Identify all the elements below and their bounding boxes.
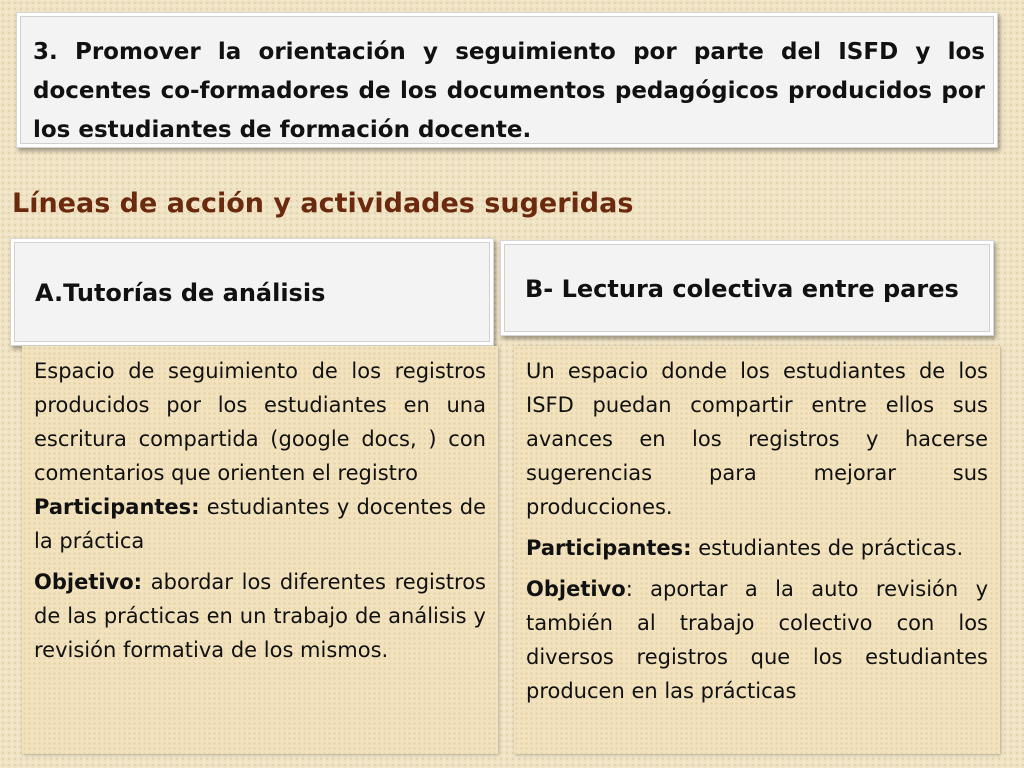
column-a-objective-label: Objetivo: — [34, 570, 143, 594]
column-a-header — [10, 238, 494, 346]
column-a-description: Espacio de seguimiento de los registros producidos por los estudiantes en una escritura compartida (google docs, ) con comentarios que orienten el registro — [34, 359, 486, 485]
column-b-description: Un espacio donde los estudiantes de los ISFD puedan compartir entre ellos sus avances en los registros y hacerse sugerencias para mejorar sus producciones. — [526, 359, 988, 519]
goal-box — [16, 12, 998, 148]
column-a-participants-text: estudiantes y docentes de la práctica — [34, 495, 486, 553]
goal-text: 3. Promover la orientación y seguimiento por parte del ISFD y los docentes co-formadores de los documentos pedagógicos producidos por los estudiantes de formación docente. — [33, 39, 985, 143]
column-b-body — [526, 354, 988, 715]
column-a-description-paragraph — [34, 354, 486, 558]
column-a-panel — [22, 346, 498, 754]
column-b-objective-paragraph — [526, 572, 988, 708]
column-b-objective-label: Objetivo — [526, 577, 626, 601]
column-b-participants-paragraph — [526, 531, 988, 565]
column-a-objective-paragraph — [34, 565, 486, 667]
column-a-participants-label: Participantes: — [34, 495, 200, 519]
column-b-title: B- Lectura colectiva entre pares — [525, 275, 959, 303]
column-b-participants-label: Participantes: — [526, 536, 692, 560]
column-b-objective-text: : aportar a la auto revisión y también al trabajo colectivo con los diversos registros que los estudiantes producen en las prácticas — [526, 577, 988, 703]
column-a-title: A.Tutorías de análisis — [35, 279, 326, 307]
column-b-panel — [514, 346, 1000, 754]
section-heading: Líneas de acción y actividades sugeridas — [12, 188, 634, 219]
column-a-body — [34, 354, 486, 674]
column-b-header — [500, 240, 994, 336]
column-a-objective-text: abordar los diferentes registros de las prácticas en un trabajo de análisis y revisión formativa de los mismos. — [34, 570, 486, 662]
column-b-participants-text: estudiantes de prácticas. — [691, 536, 964, 560]
